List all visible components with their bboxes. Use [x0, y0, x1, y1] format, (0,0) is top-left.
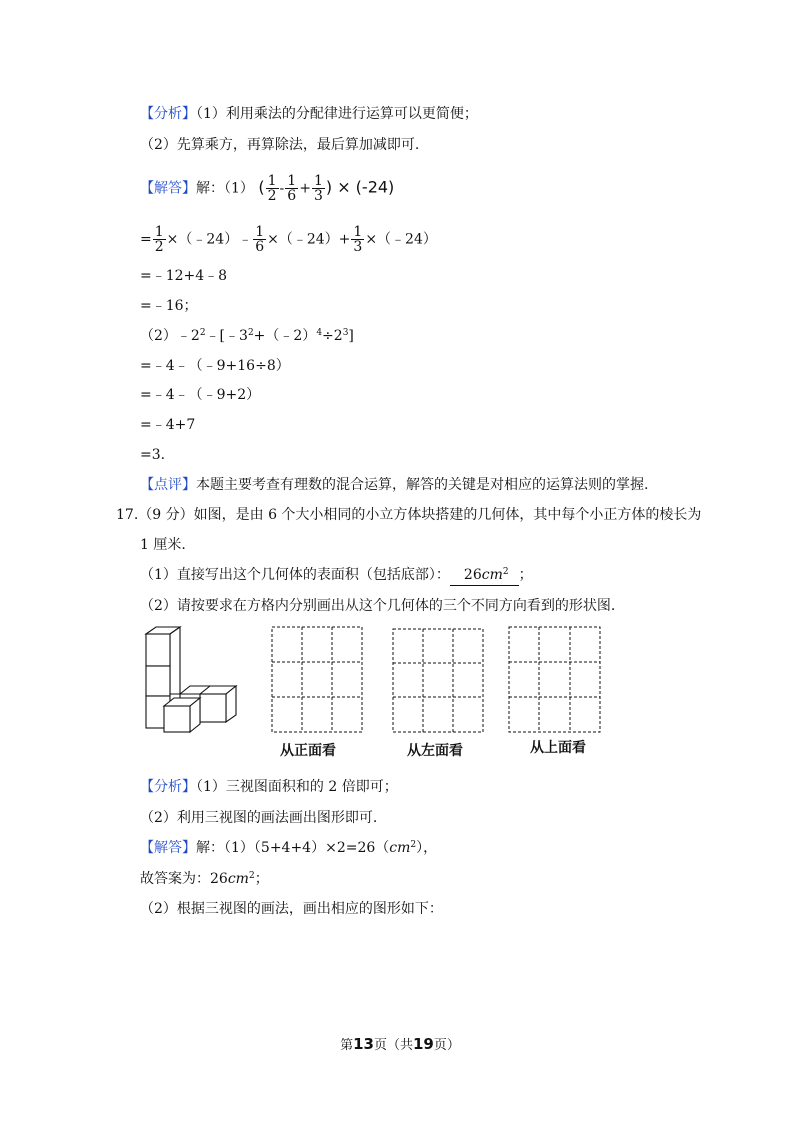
answer-part2-expr: $(2)﹣2^2﹣[﹣3^2+(﹣2)^4\div 2^3]$	[140, 328, 354, 344]
question-17-line-2: 1 厘米.	[140, 537, 186, 553]
answer-part2-step-1: =﹣4﹣（﹣9+16÷8）	[140, 358, 290, 374]
fraction: $\frac{1}{6}$	[287, 173, 297, 204]
page-number: 13	[353, 1035, 374, 1053]
analysis2-line-2: （2）利用三视图的画法画出图形即可.	[140, 810, 378, 826]
answer-part2-step-2: =﹣4﹣（﹣9+2）	[140, 387, 261, 403]
cube-solid-drawing	[146, 627, 236, 732]
analysis2-line-1: 【分析】（1）三视图面积和的 2 倍即可；	[140, 779, 398, 795]
analysis-tag: 【分析】	[140, 779, 196, 795]
page-total: 19	[413, 1035, 434, 1053]
grid-top-view	[509, 627, 600, 732]
view-label-left: 从左面看	[407, 743, 463, 759]
question-17-part-1: （1）直接写出这个几何体的表面积（包括底部）： $26cm^2$ ；	[140, 565, 533, 586]
page-footer: 第13页（共19页）	[340, 1035, 460, 1053]
answer-line-1: 【解答】解：（1） ( $\frac{1}{2}$ - $\frac{1}{6}$ + $\frac{1}{3}$ ) × (-24)	[140, 173, 395, 204]
view-label-top: 从上面看	[530, 740, 586, 756]
fraction: $\frac{1}{3}$	[313, 173, 323, 204]
answer-tag: 【解答】	[140, 840, 196, 856]
analysis-line-2: （2）先算乘方，再算除法，最后算加减即可.	[140, 137, 420, 153]
analysis-tag: 【分析】	[140, 106, 196, 122]
analysis-line-1: 【分析】（1）利用乘法的分配律进行运算可以更简便；	[140, 106, 478, 122]
fraction: $\frac{1}{2}$	[154, 224, 164, 255]
answer-step-1: = $\frac{1}{2}$ ×（﹣24）﹣ $\frac{1}{6}$ ×（﹣24）+ $\frac{1}{3}$ ×（﹣24）	[140, 224, 437, 255]
view-label-front: 从正面看	[280, 743, 336, 759]
answer2-line-2: 故答案为：$26cm^2$；	[140, 871, 269, 887]
fraction: $\frac{1}{2}$	[267, 173, 277, 204]
question-17-part-2: （2）请按要求在方格内分别画出从这个几何体的三个不同方向看到的形状图.	[140, 598, 616, 614]
answer2-line-3: （2）根据三视图的画法，画出相应的图形如下：	[140, 901, 443, 917]
grid-left-view	[393, 629, 483, 732]
grid-front-view	[272, 627, 362, 732]
answer-part2-step-3: =﹣4+7	[140, 417, 196, 433]
comment-tag: 【点评】	[140, 477, 196, 493]
answer-tag: 【解答】	[140, 180, 196, 197]
answer-step-2: =﹣12+4﹣8	[140, 268, 228, 284]
fraction: $\frac{1}{3}$	[353, 224, 363, 255]
question-17-line-1: 17.（9 分）如图，是由 6 个大小相同的小立方体块搭建的几何体，其中每个小正方体的棱长为	[116, 507, 702, 523]
answer-step-3: =﹣16；	[140, 298, 198, 314]
answer-part2-step-4: =3.	[140, 447, 166, 463]
fraction: $\frac{1}{6}$	[255, 224, 265, 255]
answer2-line-1: 【解答】解：$(1)(5+4+4)\times 2=26(cm^2)$，	[140, 840, 438, 856]
answer-blank: $26cm^2$	[450, 565, 519, 586]
comment-line: 【点评】本题主要考查有理数的混合运算，解答的关键是对相应的运算法则的掌握.	[140, 477, 649, 493]
figure-solid-and-grids	[0, 618, 800, 768]
